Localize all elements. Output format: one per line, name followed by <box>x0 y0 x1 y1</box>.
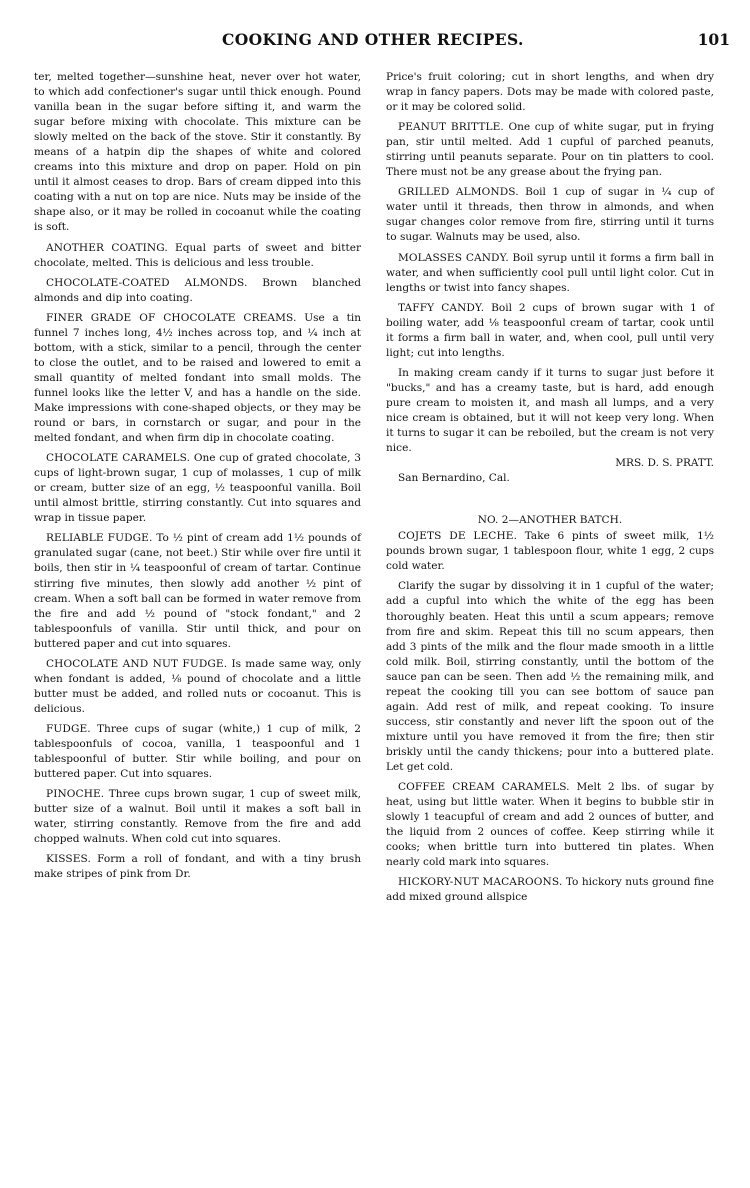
recipe-paragraph: CHOCOLATE-COATED ALMONDS. Brown blanched almonds and dip into coating. <box>34 276 361 304</box>
signature: MRS. D. S. PRATT. <box>615 457 714 470</box>
recipe-paragraph: COJETS DE LECHE. Take 6 pints of sweet milk, 1½ pounds brown sugar, 1 tablespoon flour, white 1 egg, 2 cups cold water. <box>386 530 715 573</box>
page-number: 101 <box>697 30 730 49</box>
recipe-paragraph: RELIABLE FUDGE. To ½ pint of cream add 1½ pounds of granulated sugar (cane, not beet.) Stir while over fire until it boils, then stir in ¼ teaspoonful of cream of tartar. Continue stirring five minutes, then slowly add another ½ pint of cream. When a soft ball can be formed in water remove from the fire and add ½ pound of "stock fondant," and 2 tablespoonfuls of vanilla. Stir until thick, and pour on buttered paper and cut into squares. <box>34 532 362 650</box>
recipe-paragraph: PEANUT BRITTLE. One cup of white sugar, put in frying pan, stir until melted. Add 1 cupful of parched peanuts, stirring until peanuts separate. Pour on tin platters to cool. There must not be any grease about the frying pan. <box>386 121 714 179</box>
recipe-heading: GRILLED ALMONDS. <box>398 186 519 199</box>
recipe-heading: CHOCOLATE CARAMELS. <box>46 452 191 465</box>
recipe-paragraph: Price's fruit coloring; cut in short lengths, and when dry wrap in fancy papers. Dots may be made with colored paste, or it may be colored solid. <box>386 71 714 114</box>
recipe-heading: HICKORY-NUT MACAROONS. <box>398 876 563 889</box>
recipe-paragraph: In making cream candy if it turns to sugar just before it "bucks," and has a creamy taste, but is hard, add enough pure cream to moisten it, and mash all lumps, and a very nice cream is obtained, but it will not keep very long. When it turns to sugar it can be reboiled, but the cream is not very nice. <box>386 366 714 455</box>
recipe-heading: CHOCOLATE AND NUT FUDGE. <box>46 657 228 670</box>
recipe-heading: ANOTHER COATING. <box>46 241 168 254</box>
right-column <box>386 70 714 910</box>
left-column <box>34 70 361 887</box>
recipe-paragraph: COFFEE CREAM CARAMELS. Melt 2 lbs. of sugar by heat, using but little water. When it begins to bubble stir in slowly 1 teacupful of cream and add 2 ounces of butter, and the liquid from 2 ounces of coffee. Keep stirring while it cooks; when brittle turn into buttered tin plates. When nearly cold mark into squares. <box>386 781 714 869</box>
running-title: COOKING AND OTHER RECIPES. <box>222 30 524 49</box>
recipe-paragraph: ANOTHER COATING. Equal parts of sweet and bitter chocolate, melted. This is delicious and less trouble. <box>34 241 362 269</box>
page-header <box>0 30 750 52</box>
location: San Bernardino, Cal. <box>398 472 510 485</box>
recipe-paragraph: ter, melted together—sunshine heat, never over hot water, to which add confectioner's sugar until thick enough. Pound vanilla bean in the sugar before sifting it, and warm the sugar before mixing with chocolate. This mixture can be slowly melted on the back of the stove. Stir it constantly. By means of a hatpin dip the shapes of white and colored creams into this mixture and drop on paper. Hold on pin until it almost ceases to drop. Bars of cream dipped into this coating with a nut on top are nice. Nuts may be inside of the shape also, or it may be rolled in cocoanut while the coating is soft. <box>34 71 361 234</box>
recipe-heading: TAFFY CANDY. <box>398 301 485 314</box>
recipe-paragraph: GRILLED ALMONDS. Boil 1 cup of sugar in ¼ cup of water until it threads, then throw in almonds, and when sugar changes color remove from fire, stirring until it turns to sugar. Walnuts may be used, also. <box>386 186 714 244</box>
recipe-heading: PINOCHE. <box>46 788 105 801</box>
recipe-paragraph: CHOCOLATE CARAMELS. One cup of grated chocolate, 3 cups of light-brown sugar, 1 cup of molasses, 1 cup of milk or cream, butter size of an egg, ½ teaspoonful vanilla. Boil until almost brittle, stirring constantly. Cut into squares and wrap in tissue paper. <box>34 452 361 525</box>
recipe-heading: COJETS DE LECHE. <box>398 530 518 543</box>
recipe-heading: KISSES. <box>46 853 91 866</box>
recipe-heading: COFFEE CREAM CARAMELS. <box>398 781 570 794</box>
section-title: NO. 2—ANOTHER BATCH. <box>477 514 623 527</box>
recipe-heading: FUDGE. <box>46 722 91 735</box>
recipe-heading: MOLASSES CANDY. <box>398 251 509 264</box>
recipe-paragraph: FUDGE. Three cups of sugar (white,) 1 cup of milk, 2 tablespoonfuls of cocoa, vanilla, 1 teaspoonful and 1 tablespoonful of butter. Stir while boiling, and pour on buttered paper. Cut into squares. <box>34 722 361 781</box>
recipe-paragraph: CHOCOLATE AND NUT FUDGE. Is made same way, only when fondant is added, ⅛ pound of chocolate and a little butter must be added, and rolled nuts or cocoanut. This is delicious. <box>34 657 361 715</box>
recipe-paragraph: FINER GRADE OF CHOCOLATE CREAMS. Use a tin funnel 7 inches long, 4½ inches across top, and ¼ inch at bottom, with a stick, similar to a pencil, through the center to close the outlet, and to be raised and lowered to emit a small quantity of melted fondant into small molds. The funnel looks like the letter V, and has a handle on the side. Make impressions with cone-shaped objects, or they may be round or bars, in cornstarch or sugar, and pour in the melted fondant, and when firm dip in chocolate coating. <box>34 311 361 445</box>
recipe-heading: RELIABLE FUDGE. <box>46 532 153 545</box>
recipe-paragraph: MOLASSES CANDY. Boil syrup until it forms a firm ball in water, and when sufficiently cool pull until light color. Cut in lengths or twist into fancy shapes. <box>386 251 715 294</box>
recipe-paragraph: HICKORY-NUT MACAROONS. To hickory nuts ground fine add mixed ground allspice <box>386 876 715 904</box>
recipe-paragraph: KISSES. Form a roll of fondant, and with a tiny brush make stripes of pink from Dr. <box>34 853 361 881</box>
recipe-paragraph: PINOCHE. Three cups brown sugar, 1 cup of sweet milk, butter size of a walnut. Boil until it makes a soft ball in water, stirring constantly. Remove from the fire and add chopped walnuts. When cold cut into squares. <box>34 788 362 846</box>
recipe-heading: CHOCOLATE-COATED ALMONDS. <box>46 276 248 289</box>
recipe-heading: FINER GRADE OF CHOCOLATE CREAMS. <box>46 311 297 324</box>
recipe-paragraph: TAFFY CANDY. Boil 2 cups of brown sugar with 1 of boiling water, add ⅛ teaspoonful cream of tartar, cook until it forms a firm ball in water, and, when cool, pull until very light; cut into lengths. <box>386 301 714 359</box>
recipe-paragraph: Clarify the sugar by dissolving it in 1 cupful of the water; add a cupful into which the white of the egg has been thoroughly beaten. Heat this until a scum appears; remove from fire and skim. Repeat this till no scum appears, then add 3 pints of the milk and the flour made smooth in a little cold milk. Boil, stirring constantly, until the bottom of the sauce pan can be seen. Then add ½ the remaining milk, and repeat the cooking till you can see bottom of sauce pan again. Add rest of milk, and repeat cooking. To insure success, stir constantly and never lift the spoon out of the mixture until you have removed it from the fire; then stir briskly until the candy thickens; pour into a buttered plate. Let get cold. <box>386 580 714 773</box>
recipe-heading: PEANUT BRITTLE. <box>398 121 504 134</box>
